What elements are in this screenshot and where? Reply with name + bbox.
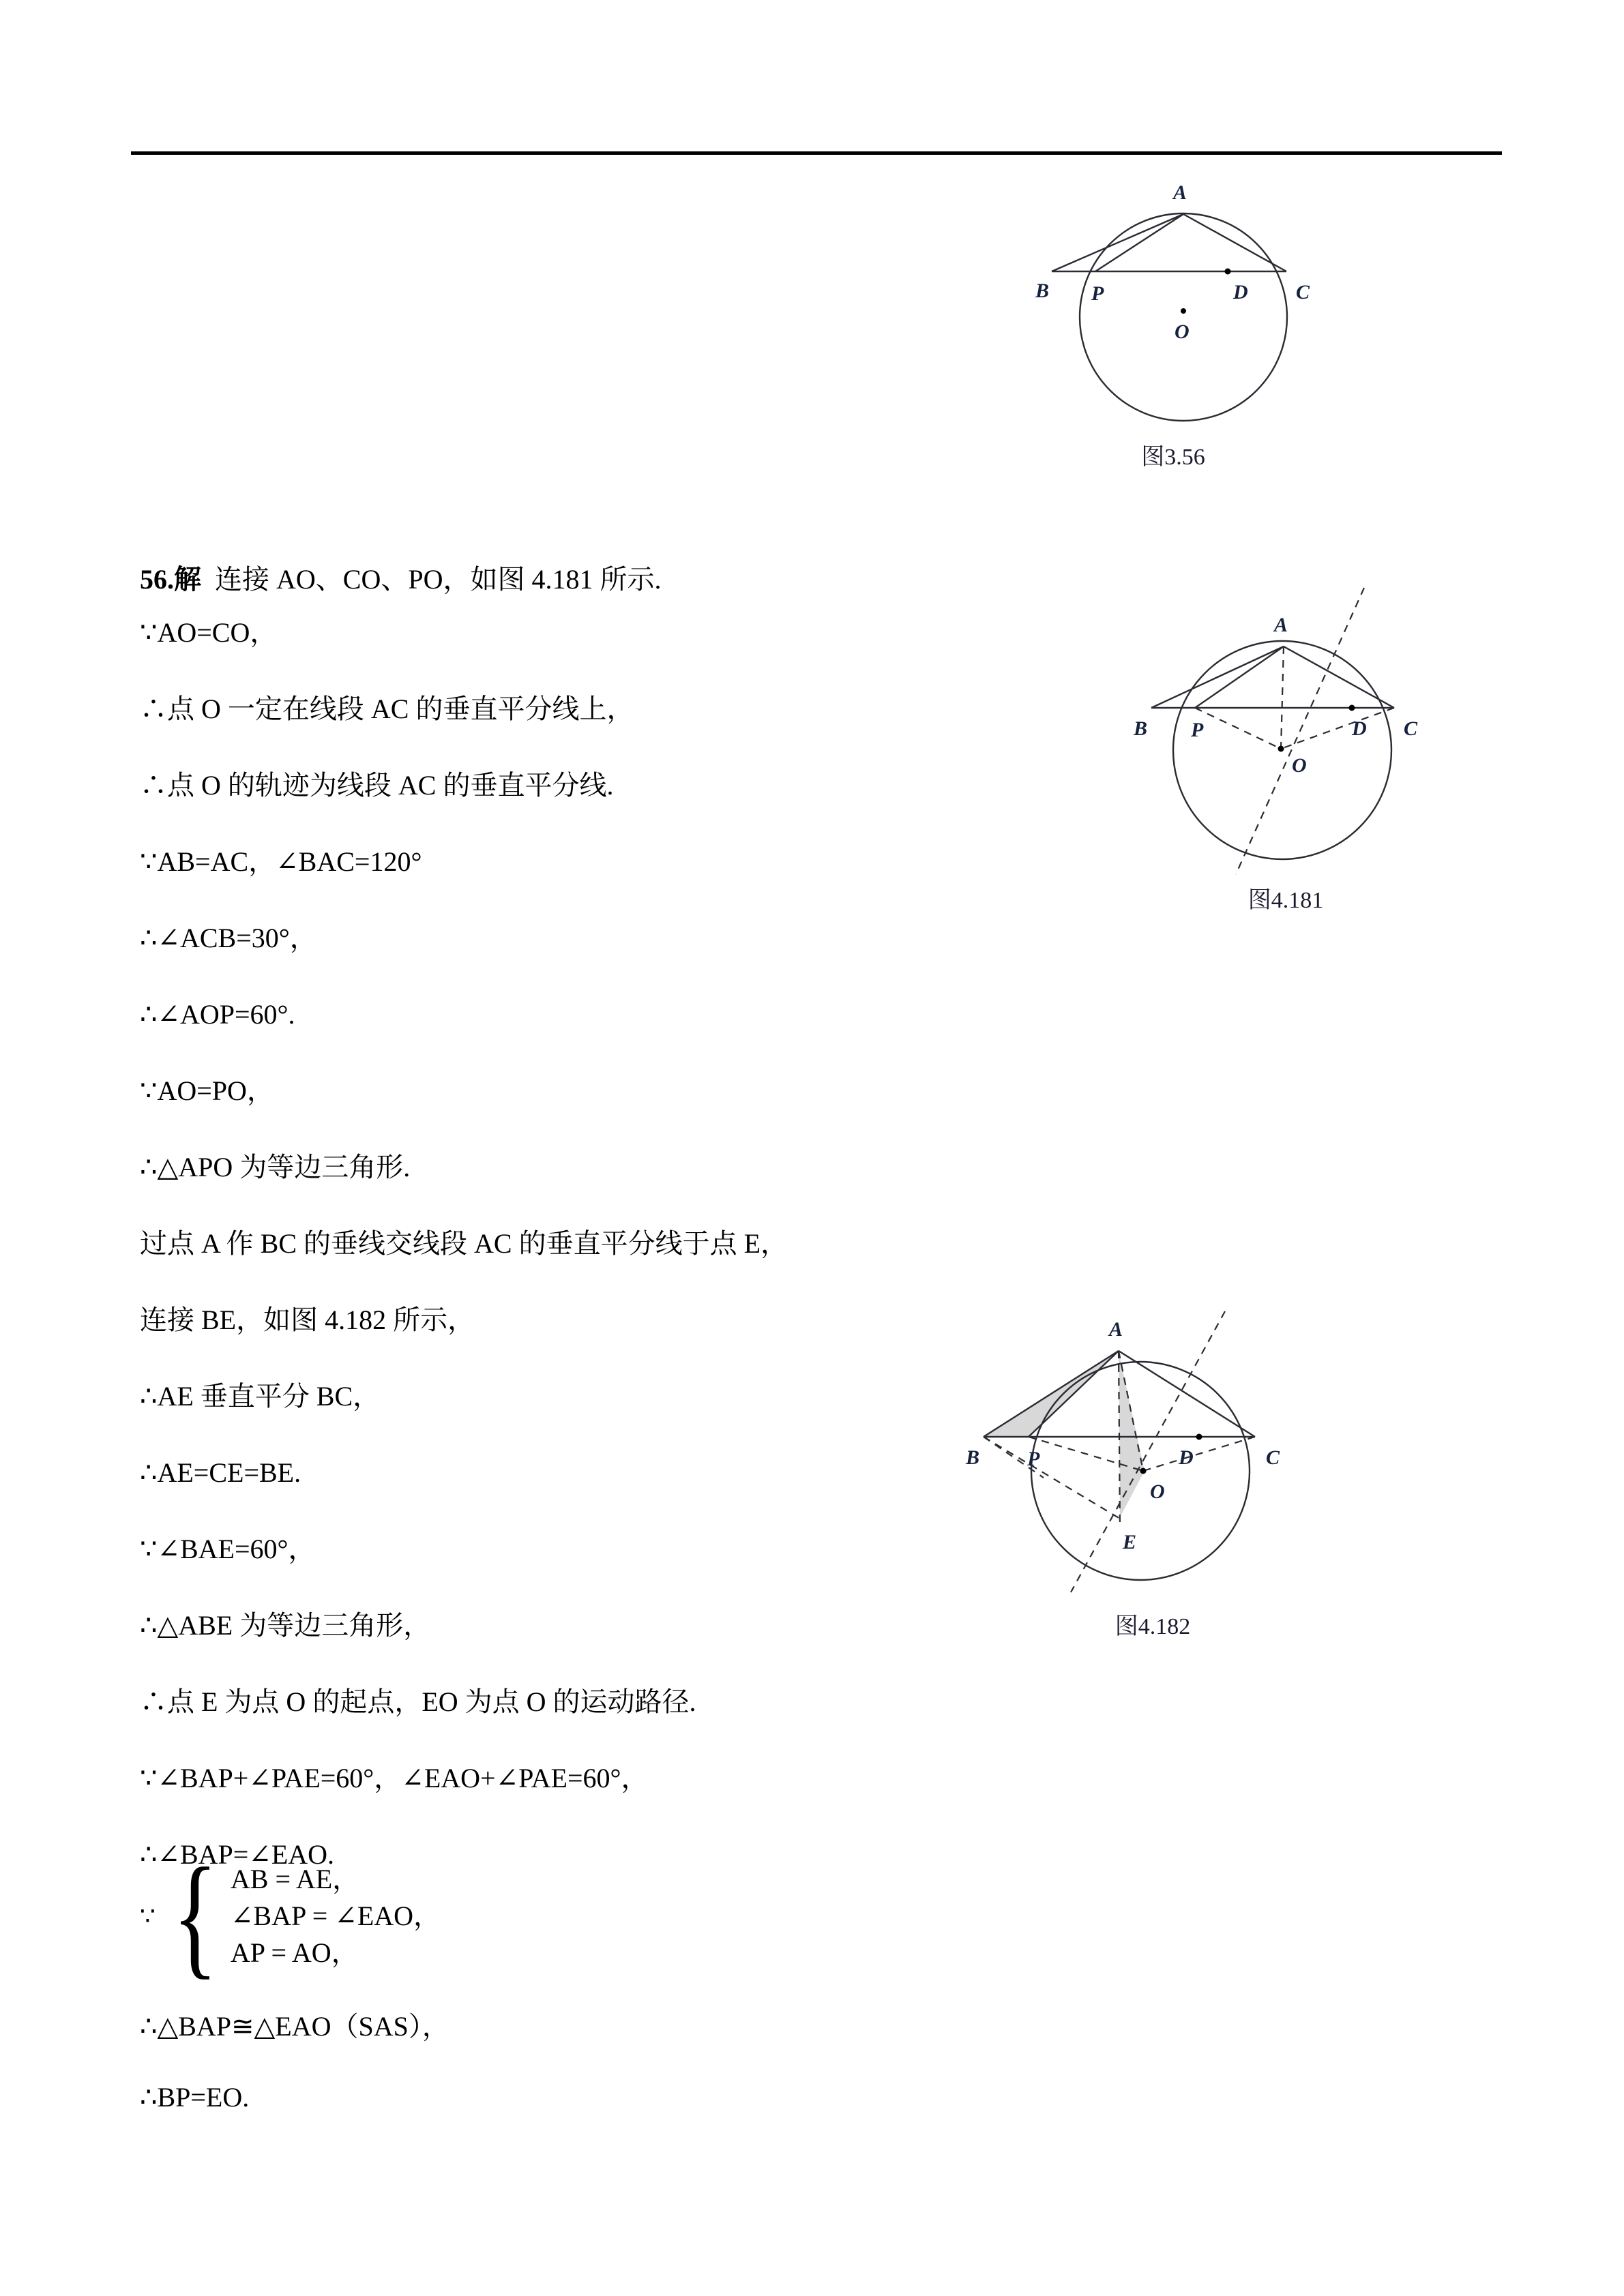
label-C: C [1296,281,1310,303]
equation-row-3: AP = AO， [230,1937,359,1968]
figure-3-56-drawing [1003,164,1344,436]
problem-number: 56. [140,564,174,595]
segment-AB [1151,646,1284,708]
figure-4-181-caption: 图4.181 [1247,888,1324,913]
label-B: B [966,1446,980,1469]
segment-PO-dashed [1195,708,1281,749]
solution-line-3-text: ∴点 O 一定在线段 AC 的垂直平分线上， [140,694,634,724]
solution-line-5-text: ∵AB=AC，∠BAC=120° [140,846,422,877]
label-D: D [1233,281,1248,303]
solution-line-10 [140,1230,945,1307]
solution-line-20 [140,2084,249,2160]
point-O-dot [1140,1468,1147,1474]
segment-AC [1284,646,1394,708]
solution-line-11 [140,1304,945,1383]
figure-3-56-caption: 图3.56 [1141,445,1205,470]
solution-line-13-text: ∴AE=CE=BE. [140,1457,301,1488]
label-A: A [1109,1318,1123,1341]
solution-line-2-text: ∵AO=CO， [140,617,278,648]
solution-line-14 [140,1536,945,1612]
figure-4-182-caption: 图4.182 [1114,1614,1191,1639]
problem-keyword: 解 [174,564,201,595]
figure-4-181-drawing [1098,566,1473,880]
label-C: C [1266,1446,1280,1469]
solution-line-13 [140,1459,945,1536]
left-brace: { [172,1840,218,1991]
figure-4-182 [962,1285,1350,1641]
shaded-triangle-EAO [1119,1351,1145,1517]
because-symbol: ∵ [140,1902,156,1930]
solution-line-4 [140,772,945,848]
point-O-dot [1181,308,1186,314]
label-D: D [1352,717,1367,740]
solution-line-8-text: ∵AO=PO， [140,1075,274,1106]
solution-line-7 [140,1001,945,1077]
segment-AB [984,1351,1119,1437]
solution-line-8 [140,1077,945,1154]
segment-AP [1029,1351,1119,1437]
solution-line-4-text: ∴点 O 的轨迹为线段 AC 的垂直平分线. [140,770,614,801]
equation-system-rows [231,1864,441,1969]
label-P: P [1091,282,1104,305]
solution-line-9-text: ∴△APO 为等边三角形. [140,1152,411,1182]
label-O: O [1150,1480,1165,1503]
solution-line-15-text: ∴△ABE 为等边三角形， [140,1610,431,1641]
solution-line-19-text: ∴△BAP≅△EAO（SAS）， [140,2011,449,2042]
equation-row-2: ∠BAP = ∠EAO， [230,1900,441,1931]
solution-line-1-text: 连接 AO、CO、PO，如图 4.181 所示. [215,564,662,595]
solution-text-body [140,566,945,1918]
label-P: P [1191,719,1204,741]
solution-line-2 [140,619,945,696]
solution-line-5 [140,848,945,925]
label-O: O [1175,320,1190,343]
solution-line-9 [140,1154,945,1230]
solution-line-12 [140,1383,945,1459]
header-rule [131,151,1502,155]
segment-AC [1119,1351,1255,1437]
solution-line-17 [140,1765,945,1841]
label-E: E [1123,1531,1137,1553]
solution-line-14-text: ∵∠BAE=60°， [140,1534,316,1564]
solution-line-3 [140,696,945,772]
segment-AC [1183,214,1286,271]
figure-4-181 [1098,566,1480,914]
solution-line-15 [140,1612,945,1688]
segment-AB [1052,214,1183,271]
label-P: P [1027,1448,1040,1470]
equation-system-block [140,1834,441,1998]
segment-CO-dashed [1281,708,1394,749]
solution-line-16 [140,1688,945,1765]
perpendicular-bisector-dashed [1071,1311,1225,1592]
figure-4-182-drawing [962,1285,1344,1606]
solution-line-17-text: ∵∠BAP+∠PAE=60°，∠EAO+∠PAE=60°， [140,1763,649,1793]
solution-line-10-text: 过点 A 作 BC 的垂线交线段 AC 的垂直平分线于点 E， [140,1228,788,1259]
label-A: A [1173,181,1187,204]
equation-row-1: AB = AE， [230,1864,360,1894]
label-D: D [1179,1446,1194,1469]
figure-3-56 [1003,164,1357,471]
solution-line-20-text: ∴BP=EO. [140,2082,250,2113]
point-D-dot [1349,705,1355,711]
solution-line-16-text: ∴点 E 为点 O 的起点，EO 为点 O 的运动路径. [140,1686,696,1717]
point-D-dot [1225,269,1231,275]
label-A: A [1274,614,1288,636]
solution-line-1 [140,566,945,619]
label-B: B [1134,717,1148,740]
point-O-dot [1278,746,1284,752]
segment-CO-dashed [1143,1437,1255,1471]
segment-BE-dashed [984,1437,1120,1519]
point-D-dot [1196,1434,1202,1440]
perpendicular-bisector-dashed [1236,588,1364,874]
solution-line-7-text: ∴∠AOP=60°. [140,999,295,1030]
label-O: O [1292,754,1307,777]
solution-line-19 [140,2013,449,2089]
segment-AO-dashed [1281,646,1284,749]
solution-line-12-text: ∴AE 垂直平分 BC， [140,1381,381,1412]
solution-line-6-text: ∴∠ACB=30°， [140,923,317,953]
solution-line-18-text: ∴∠BAP=∠EAO. [140,1839,335,1870]
label-B: B [1035,280,1050,302]
circle-O [1080,213,1287,421]
solution-line-6 [140,925,945,1001]
label-C: C [1404,717,1418,740]
solution-line-11-text: 连接 BE，如图 4.182 所示， [140,1304,475,1335]
segment-AP [1195,646,1284,708]
